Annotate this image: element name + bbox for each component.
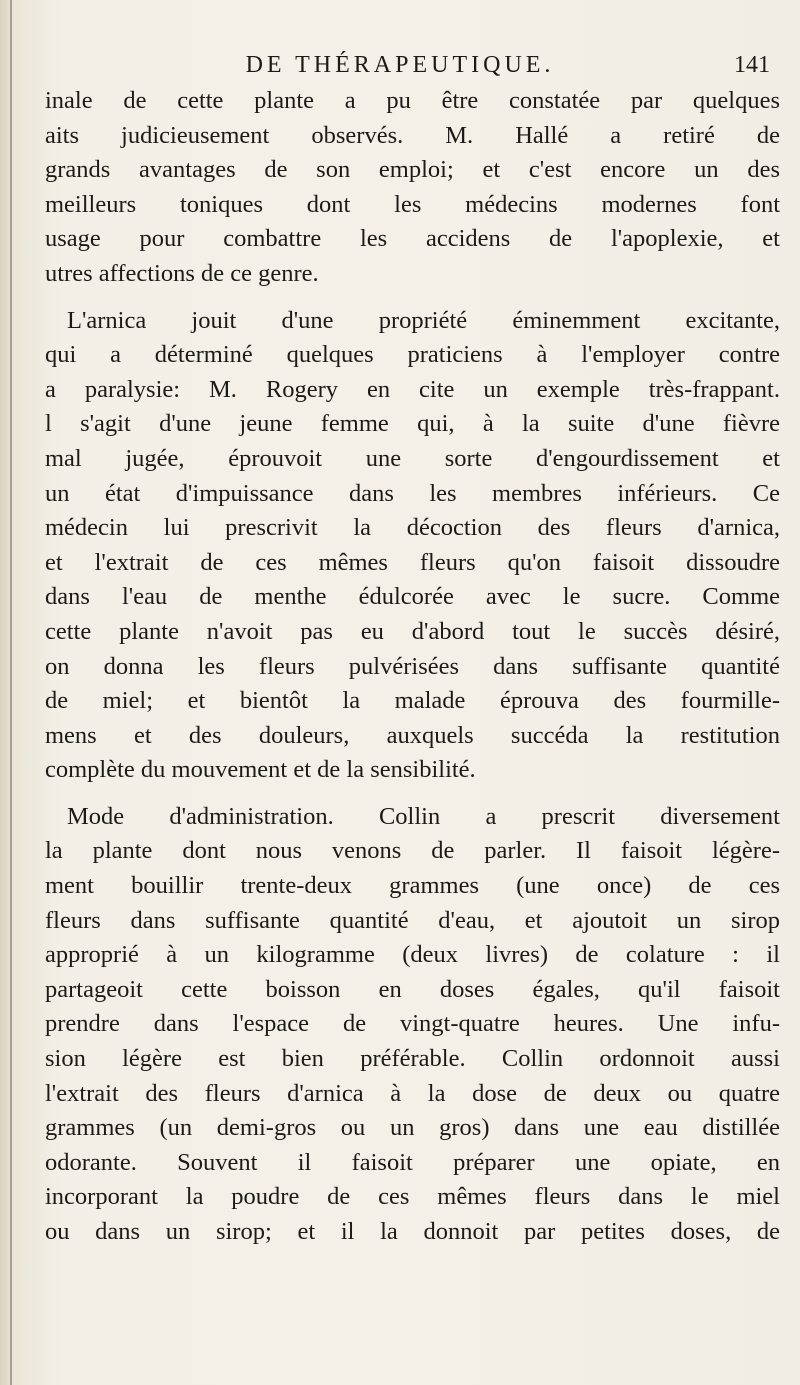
paragraph-3 — [45, 800, 780, 1250]
text-line: utres affections de ce genre. — [45, 259, 319, 287]
paragraph-spacer — [45, 788, 780, 800]
text-line: l s'agit d'une jeune femme qui, à la suite d'une fièvre — [45, 410, 780, 438]
text-line: cette plante n'avoit pas eu d'abord tout le succès désiré, — [45, 617, 780, 645]
text-line: on donna les fleurs pulvérisées dans suffisante quantité — [45, 652, 780, 680]
text-line: mens et des douleurs, auxquels succéda la restitution — [45, 721, 780, 749]
text-line: qui a déterminé quelques praticiens à l'employer contre — [45, 341, 780, 369]
body-text — [45, 84, 780, 1250]
text-line: fleurs dans suffisante quantité d'eau, et ajoutoit un sirop — [45, 906, 780, 934]
paragraph-2 — [45, 304, 780, 788]
text-line: odorante. Souvent il faisoit préparer une opiate, en — [45, 1148, 780, 1176]
text-line: approprié à un kilogramme (deux livres) de colature : il — [45, 941, 780, 969]
text-line: la plante dont nous venons de parler. Il faisoit légère- — [45, 837, 780, 865]
text-line: un état d'impuissance dans les membres inférieurs. Ce — [45, 479, 780, 507]
text-line: a paralysie: M. Rogery en cite un exemple très-frappant. — [45, 375, 780, 403]
text-line: prendre dans l'espace de vingt-quatre heures. Une infu- — [45, 1010, 780, 1038]
text-line: Mode d'administration. Collin a prescrit diversement — [67, 802, 780, 830]
page-number: 141 — [734, 52, 770, 78]
text-line: de miel; et bientôt la malade éprouva des fourmille- — [45, 687, 780, 715]
text-line: inale de cette plante a pu être constatée par quelques — [45, 87, 780, 114]
text-line: grands avantages de son emploi; et c'est encore un des — [45, 156, 780, 184]
text-line: meilleurs toniques dont les médecins modernes font — [45, 190, 780, 218]
text-line: grammes (un demi-gros ou un gros) dans une eau distillée — [45, 1114, 780, 1142]
paragraph-1 — [45, 84, 780, 292]
text-line: incorporant la poudre de ces mêmes fleurs dans le miel — [45, 1183, 780, 1211]
page-header — [0, 52, 800, 82]
text-line: l'extrait des fleurs d'arnica à la dose de deux ou quatre — [45, 1079, 780, 1107]
text-line: L'arnica jouit d'une propriété éminemment excitante, — [67, 306, 780, 334]
running-title: DE THÉRAPEUTIQUE. — [245, 52, 555, 78]
text-line: sion légère est bien préférable. Collin ordonnoit aussi — [45, 1045, 780, 1073]
text-line: ou dans un sirop; et il la donnoit par petites doses, de — [45, 1218, 780, 1245]
text-line: complète du mouvement et de la sensibilité. — [45, 756, 476, 784]
text-line: aits judicieusement observés. M. Hallé a retiré de — [45, 121, 780, 149]
text-line: et l'extrait de ces mêmes fleurs qu'on faisoit dissoudre — [45, 548, 780, 576]
text-line: mal jugée, éprouvoit une sorte d'engourdissement et — [45, 444, 780, 472]
binding-edge — [10, 0, 12, 1385]
text-line: dans l'eau de menthe édulcorée avec le sucre. Comme — [45, 583, 780, 611]
text-line: médecin lui prescrivit la décoction des fleurs d'arnica, — [45, 514, 780, 542]
text-line: partageoit cette boisson en doses égales, qu'il faisoit — [45, 975, 780, 1003]
text-line: usage pour combattre les accidens de l'apoplexie, et — [45, 225, 780, 253]
paragraph-spacer — [45, 292, 780, 304]
text-line: ment bouillir trente-deux grammes (une once) de ces — [45, 872, 780, 900]
